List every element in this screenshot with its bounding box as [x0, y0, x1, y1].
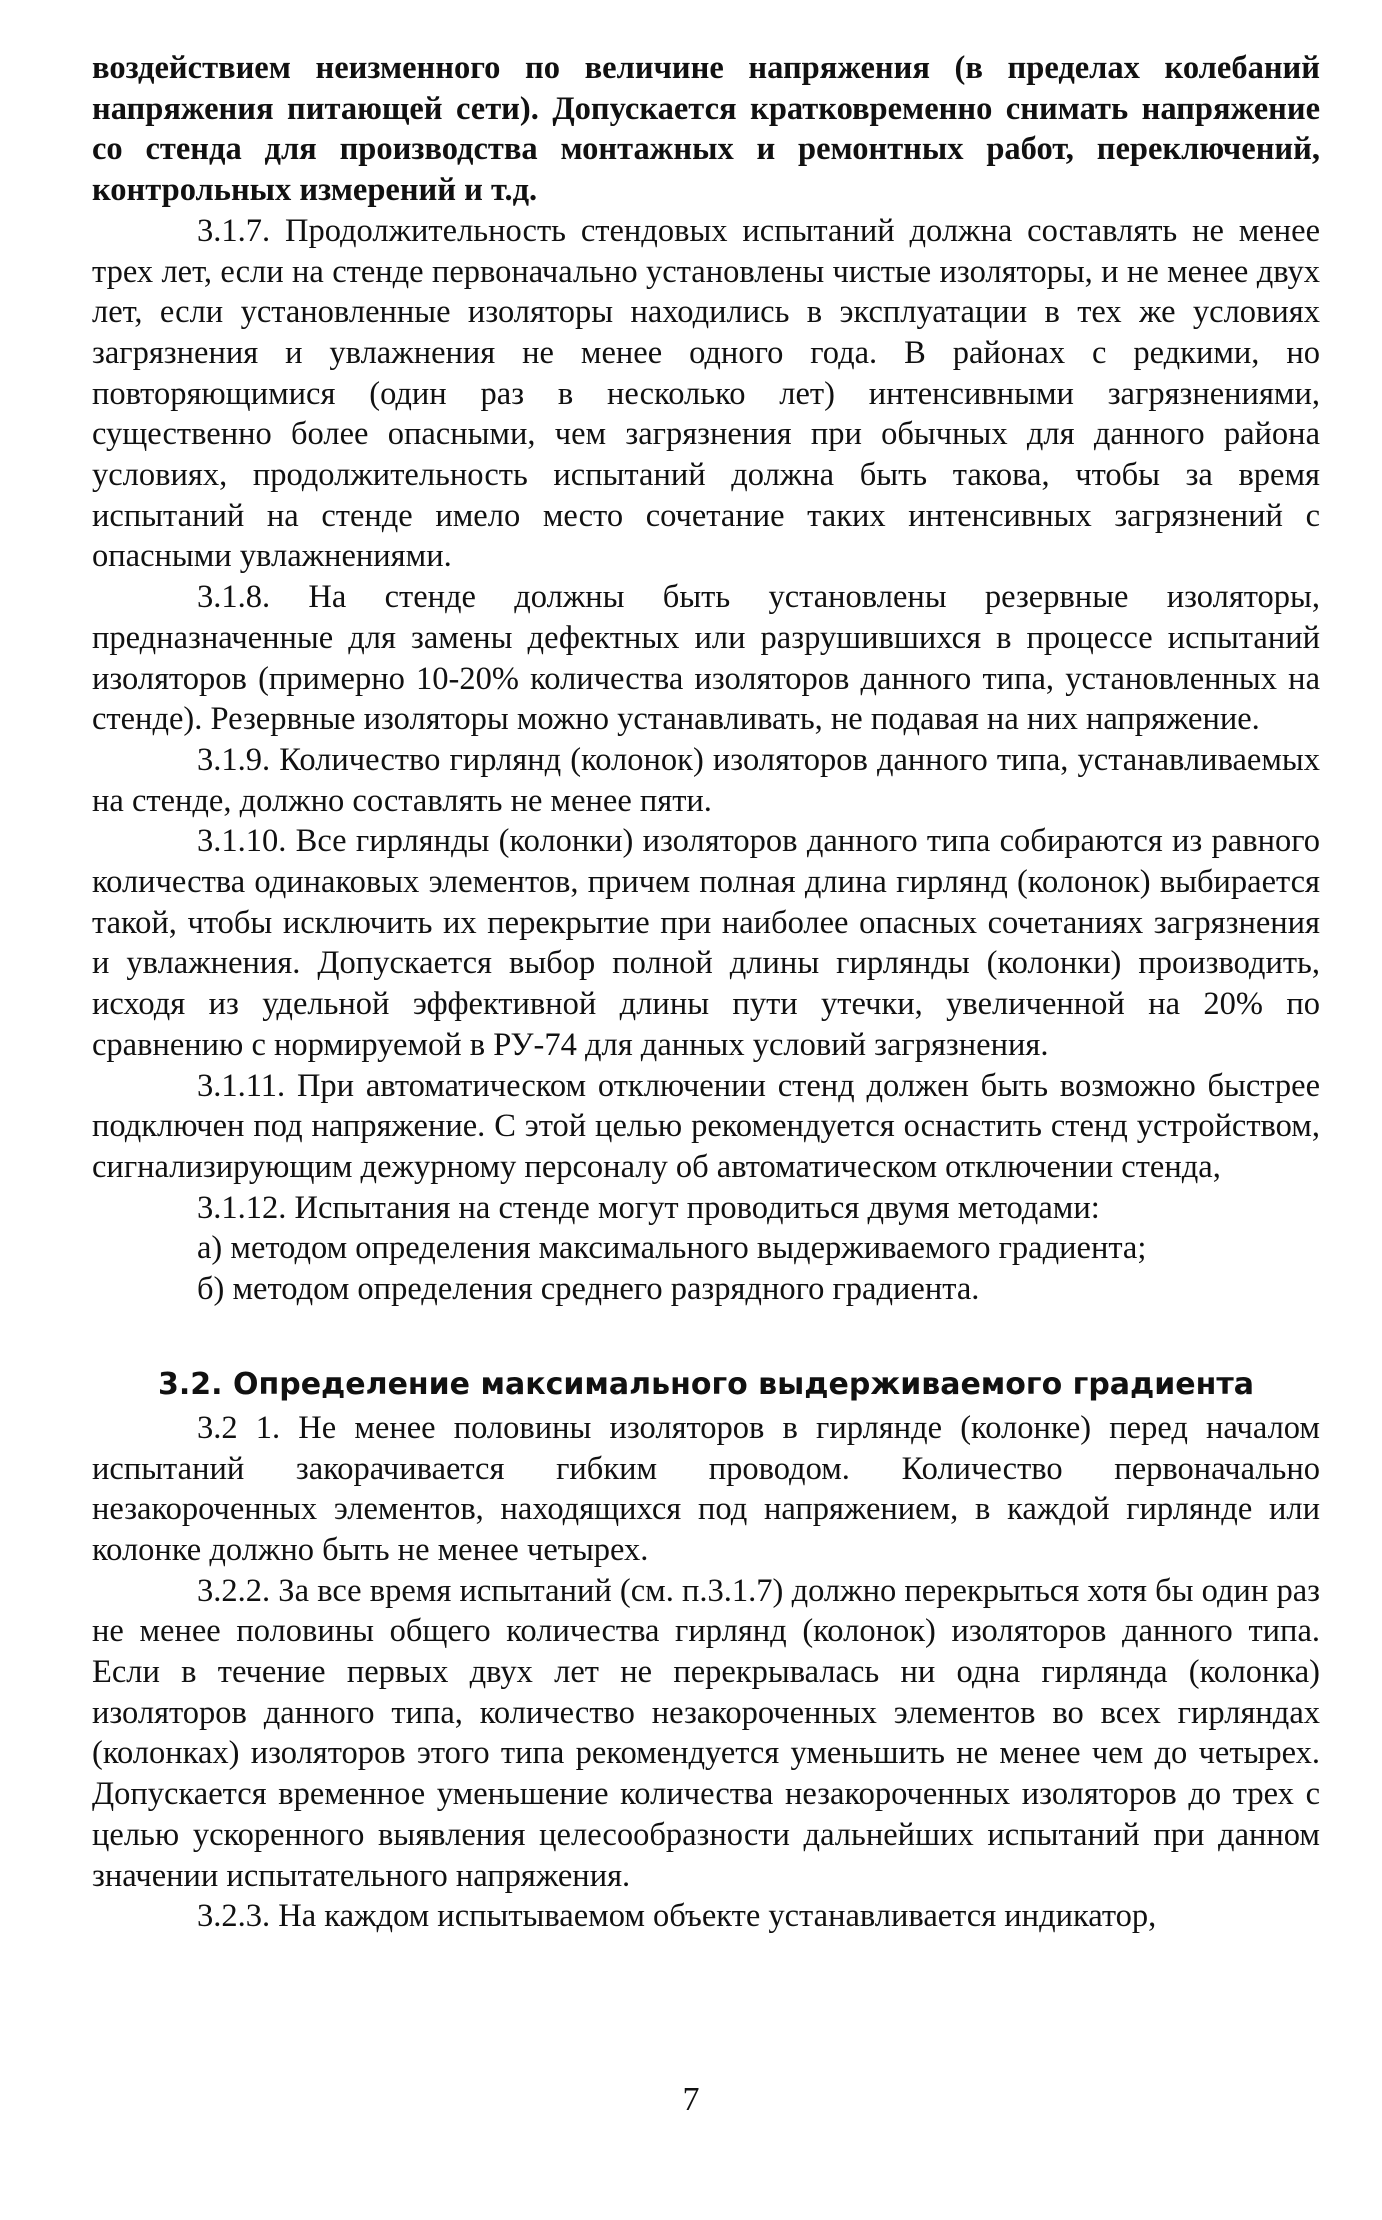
paragraph-3-2-1: 3.2 1. Не менее половины изоляторов в гирлянде (колонке) перед началом испытаний закорачивается гибким проводом. Количество первоначально незакороченных элементов, находящихся под напряжением, в каждой гирлянде или колонке должно быть не менее четырех.: [92, 1409, 1320, 1568]
paragraph-3-1-10: 3.1.10. Все гирлянды (колонки) изоляторов данного типа собираются из равного количества одинаковых элементов, причем полная длина гирлянд (колонок) выбирается такой, чтобы исключить их перекрытие при наиболее опасных сочетаниях загрязнения и увлажнения. Допускается выбор полной длины гирлянды (колонки) производить, исходя из удельной эффективной длины пути утечки, увеличенной на 20% по сравнению с нормируемой в РУ-74 для данных условий загрязнения.: [92, 823, 1320, 1063]
paragraph-3-1-9: 3.1.9. Количество гирлянд (колонок) изоляторов данного типа, устанавливаемых на стенде, должно составлять не менее пяти.: [92, 741, 1320, 819]
paragraph-continuation: воздействием неизменного по величине напряжения (в пределах колебаний напряжения питающей сети). Допускается кратковременно снимать напряжение со стенда для производства монтажных и ремонтных работ, переключений, контрольных измерений и т.д.: [92, 50, 1320, 209]
paragraph-3-1-12: 3.1.12. Испытания на стенде могут проводиться двумя методами:: [197, 1189, 1100, 1226]
paragraph-3-2-3: 3.2.3. На каждом испытываемом объекте устанавливается индикатор,: [197, 1898, 1157, 1935]
document-page: [92, 48, 1320, 1937]
list-item-b: б) методом определения среднего разрядного градиента.: [197, 1271, 980, 1308]
list-item-a: а) методом определения максимального выдерживаемого градиента;: [197, 1230, 1147, 1267]
section-title: 3.2. Определение максимального выдерживаемого градиента: [158, 1366, 1254, 1402]
paragraph-3-1-8: 3.1.8. На стенде должны быть установлены резервные изоляторы, предназначенные для замены дефектных или разрушившихся в процессе испытаний изоляторов (примерно 10-20% количества изоляторов данного типа, установленных на стенде). Резервные изоляторы можно устанавливать, не подавая на них напряжение.: [92, 579, 1320, 738]
paragraph-3-2-2: 3.2.2. За все время испытаний (см. п.3.1.7) должно перекрыться хотя бы один раз не менее половины общего количества гирлянд (колонок) изоляторов данного типа. Если в течение первых двух лет не перекрывалась ни одна гирлянда (колонка) изоляторов данного типа, количество незакороченных элементов во всех гирляндах (колонках) изоляторов этого типа рекомендуется уменьшить не менее чем до четырех. Допускается временное уменьшение количества незакороченных изоляторов до трех с целью ускоренного выявления целесообразности дальнейших испытаний при данном значении испытательного напряжения.: [92, 1572, 1320, 1894]
paragraph-3-1-11: 3.1.11. При автоматическом отключении стенд должен быть возможно быстрее подключен под напряжение. С этой целью рекомендуется оснастить стенд устройством, сигнализирующим дежурному персоналу об автоматическом отключении стенда,: [92, 1067, 1320, 1185]
paragraph-3-1-7: 3.1.7. Продолжительность стендовых испытаний должна составлять не менее трех лет, если на стенде первоначально установлены чистые изоляторы, и не менее двух лет, если установленные изоляторы находились в эксплуатации в тех же условиях загрязнения и увлажнения не менее одного года. В районах с редкими, но повторяющимися (один раз в несколько лет) интенсивными загрязнениями, существенно более опасными, чем загрязнения при обычных для данного района условиях, продолжительность испытаний должна быть такова, чтобы за время испытаний на стенде имело место сочетание таких интенсивных загрязнений с опасными увлажнениями.: [92, 212, 1320, 575]
page-number: 7: [682, 2081, 700, 2118]
